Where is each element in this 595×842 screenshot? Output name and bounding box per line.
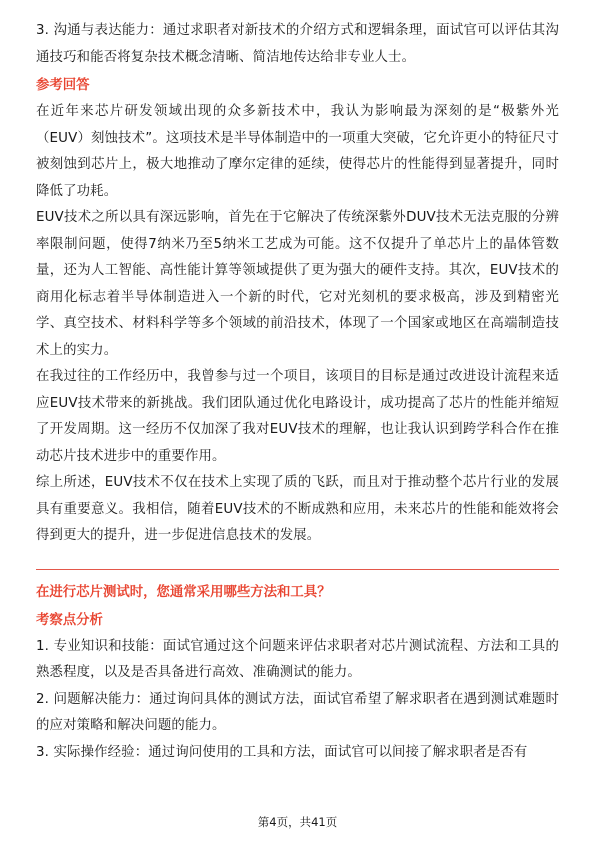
answer-paragraph-4: 综上所述，EUV技术不仅在技术上实现了质的飞跃，而且对于推动整个芯片行业的发展具有重要意义。我相信，随着EUV技术的不断成熟和应用，未来芯片的性能和能效将会得到更大的提升，进一步促进信息技术的发展。 — [36, 475, 559, 543]
document-page — [36, 18, 559, 766]
answer-paragraph-2: EUV技术之所以具有深远影响，首先在于它解决了传统深紫外DUV技术无法克服的分辨率限制问题，使得7纳米乃至5纳米工艺成为可能。这不仅提升了单芯片上的晶体管数量，还为人工智能、高性能计算等领域提供了更为强大的硬件支持。其次，EUV技术的商用化标志着半导体制造进入一个新的时代，它对光刻机的要求极高，涉及到精密光学、真空技术、材料科学等多个领域的前沿技术，体现了一个国家或地区在高端制造技术上的实力。 — [36, 210, 559, 358]
analysis-heading: 考察点分析 — [36, 612, 103, 628]
answer-paragraph-1: 在近年来芯片研发领域出现的众多新技术中，我认为影响最为深刻的是“极紫外光（EUV）刻蚀技术”。这项技术是半导体制造中的一项重大突破，它允许更小的特征尺寸被刻蚀到芯片上，极大地推动了摩尔定律的延续，使得芯片的性能得到显著提升，同时降低了功耗。 — [36, 104, 559, 199]
reference-answer-heading: 参考回答 — [36, 78, 90, 93]
evaluation-point-3: 3. 沟通与表达能力：通过求职者对新技术的介绍方式和逻辑条理，面试官可以评估其沟通技巧和能否将复杂技术概念清晰、简洁地传达给非专业人士。 — [36, 23, 559, 65]
analysis-item-1: 1. 专业知识和技能：面试官通过这个问题来评估求职者对芯片测试流程、方法和工具的熟悉程度，以及是否具备进行高效、准确测试的能力。 — [36, 638, 559, 680]
analysis-item-3: 3. 实际操作经验：通过询问使用的工具和方法，面试官可以间接了解求职者是否有 — [36, 744, 528, 760]
page-number: 第4页，共41页 — [257, 815, 338, 829]
analysis-item-2: 2. 问题解决能力：通过询问具体的测试方法，面试官希望了解求职者在遇到测试难题时的应对策略和解决问题的能力。 — [36, 691, 559, 733]
interview-question: 在进行芯片测试时，您通常采用哪些方法和工具？ — [36, 584, 331, 600]
answer-paragraph-3: 在我过往的工作经历中，我曾参与过一个项目，该项目的目标是通过改进设计流程来适应EUV技术带来的新挑战。我们团队通过优化电路设计，成功提高了芯片的性能并缩短了开发周期。这一经历不仅加深了我对EUV技术的理解，也让我认识到跨学科合作在推动芯片技术进步中的重要作用。 — [36, 369, 559, 464]
section-divider — [36, 569, 559, 570]
